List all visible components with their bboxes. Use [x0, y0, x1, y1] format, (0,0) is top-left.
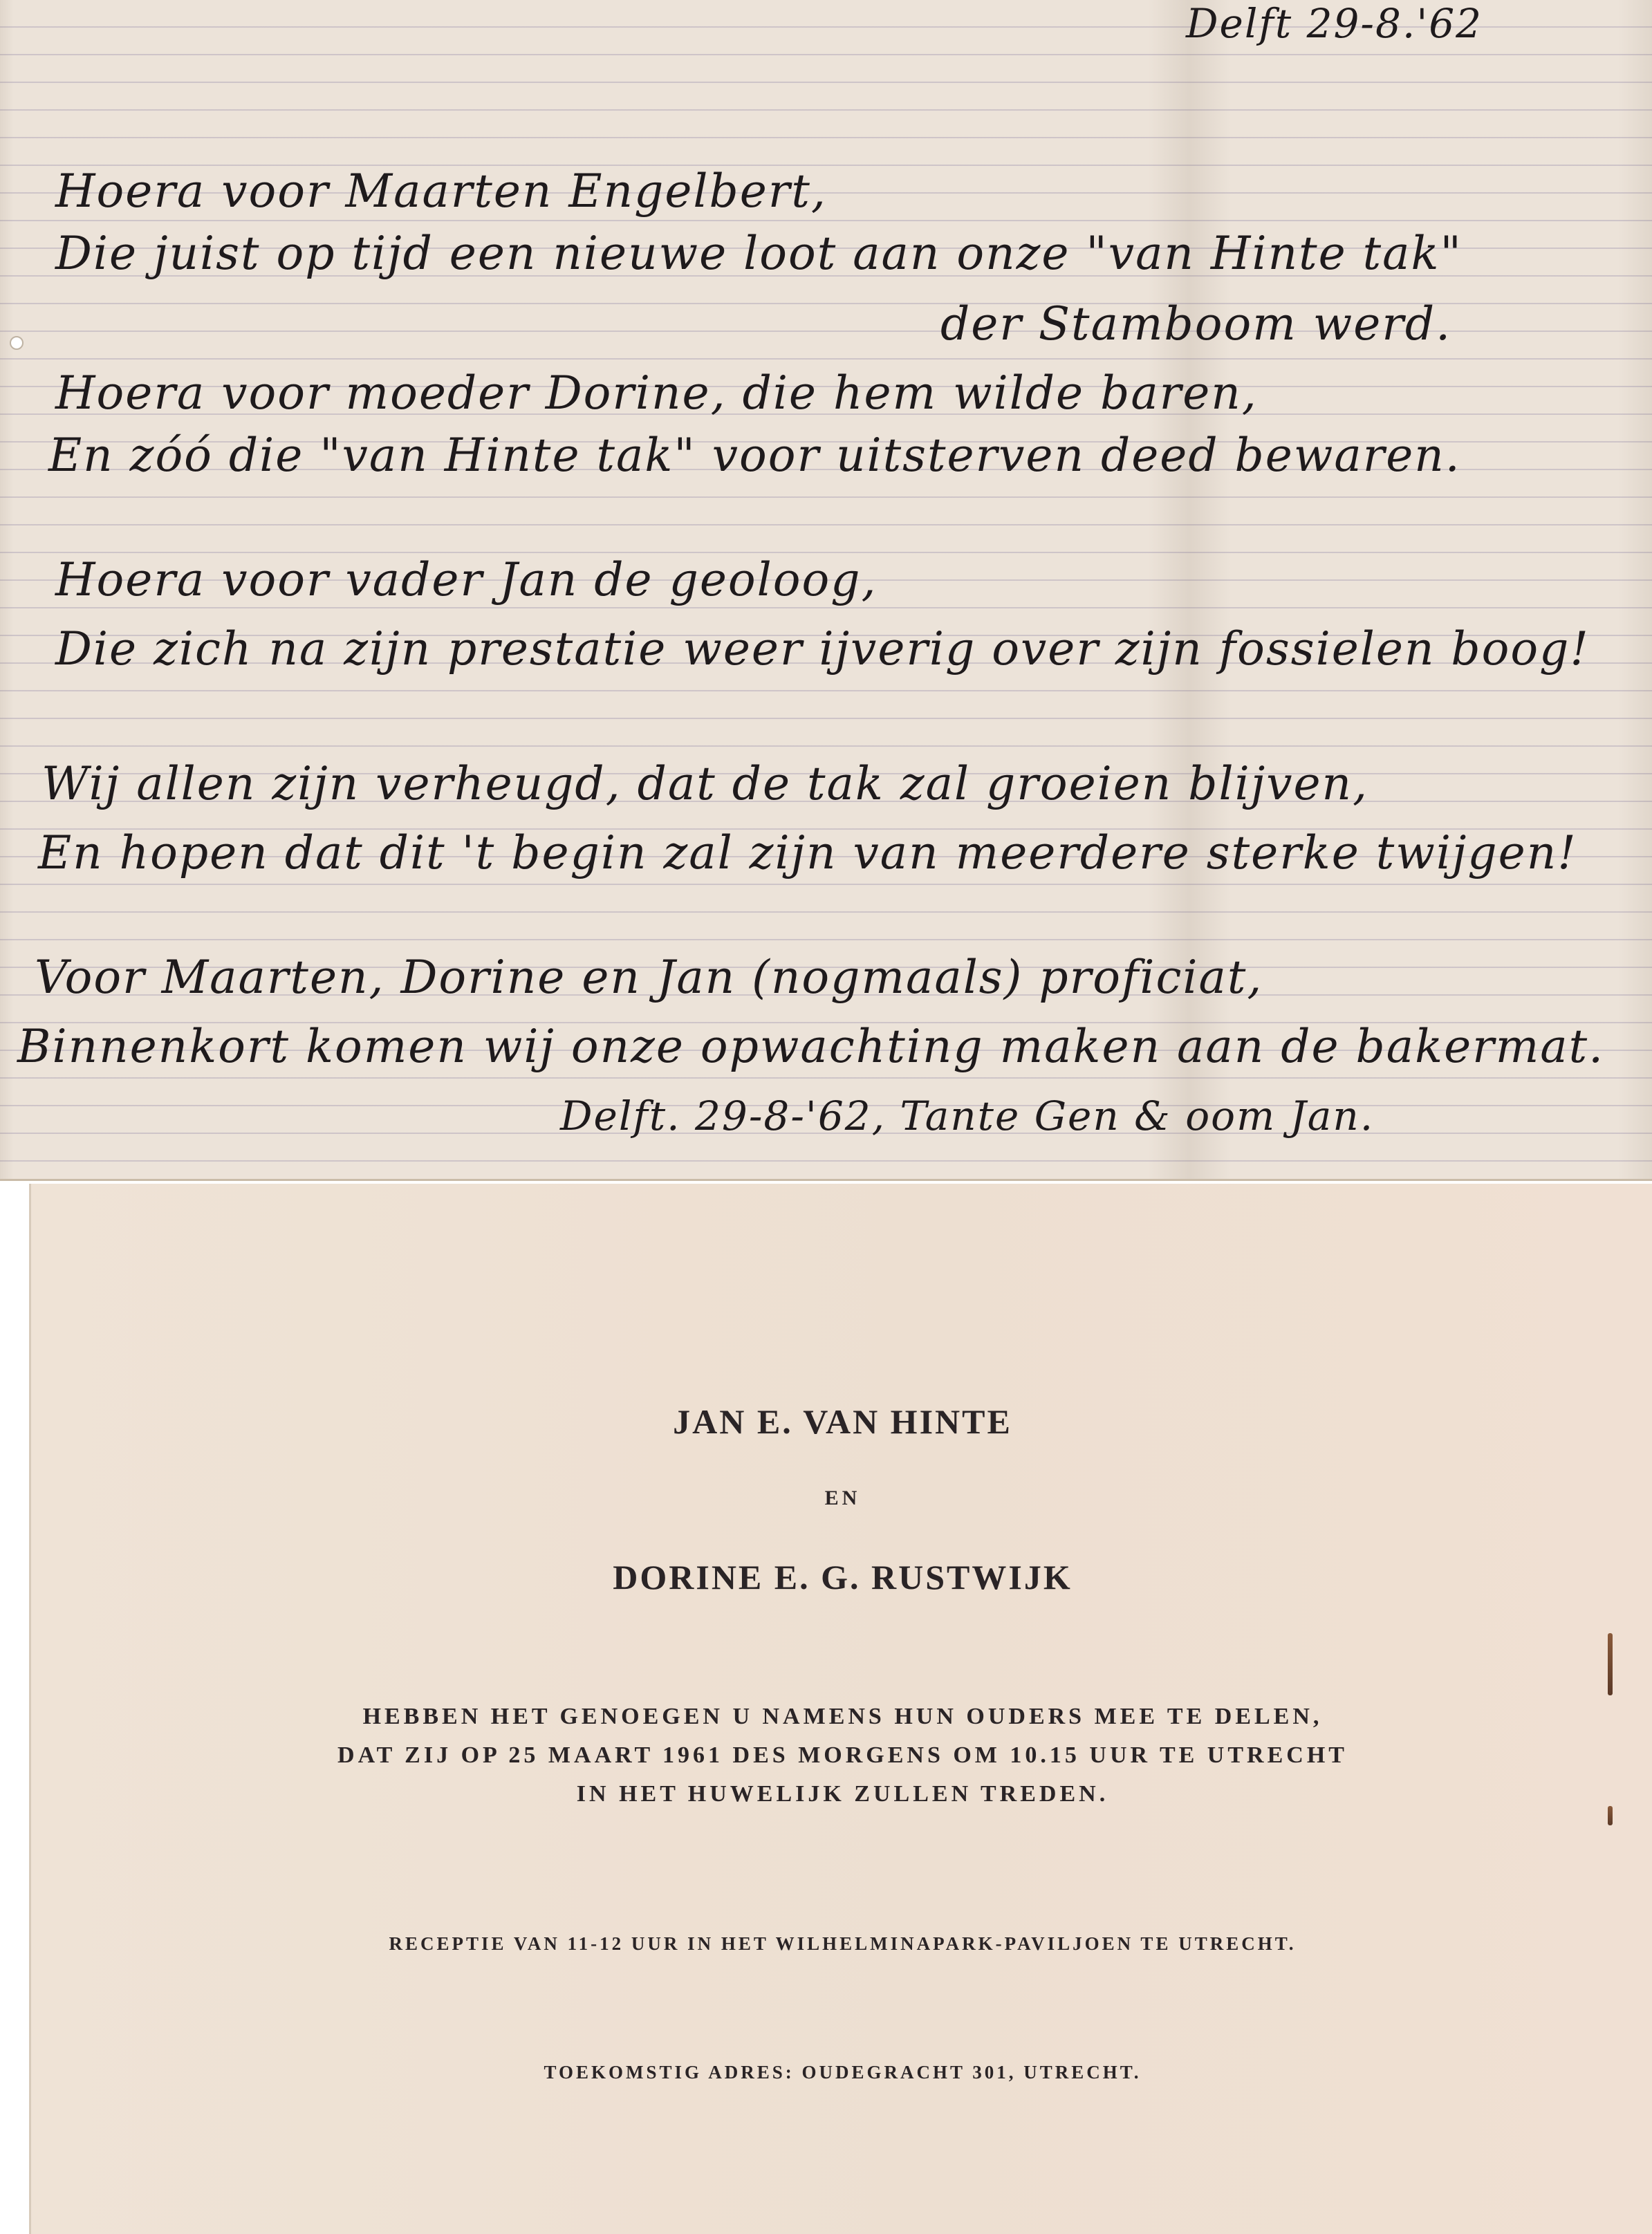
letter-line: En zóó die "van Hinte tak" voor uitsterven deed bewaren.: [48, 429, 1461, 482]
future-address: TOEKOMSTIG ADRES: OUDEGRACHT 301, UTRECHT.: [544, 2062, 1142, 2083]
letter-line: der Stamboom werd.: [940, 297, 1452, 351]
announcement-line: HEBBEN HET GENOEGEN U NAMENS HUN OUDERS MEE TE DELEN,: [362, 1704, 1323, 1729]
staple-mark: [1608, 1806, 1613, 1825]
letter-line: En hopen dat dit 't begin zal zijn van meerdere sterke twijgen!: [38, 826, 1577, 879]
letter-line: Wij allen zijn verheugd, dat de tak zal groeien blijven,: [41, 757, 1369, 810]
wedding-announcement-card: [29, 1184, 1652, 2234]
letter-line: Voor Maarten, Dorine en Jan (nogmaals) proficiat,: [35, 951, 1263, 1004]
announcement-line: IN HET HUWELIJK ZULLEN TREDEN.: [576, 1781, 1109, 1807]
letter-line: Hoera voor vader Jan de geoloog,: [55, 553, 878, 606]
staple-mark: [1608, 1633, 1613, 1695]
punch-hole: [10, 336, 24, 350]
letter-line: Die juist op tijd een nieuwe loot aan onze "van Hinte tak": [55, 227, 1463, 280]
groom-name: JAN E. VAN HINTE: [673, 1402, 1012, 1441]
conjunction: EN: [824, 1487, 861, 1509]
page-margin: [0, 1184, 29, 2234]
letter-signature: Delft. 29-8-'62, Tante Gen & oom Jan.: [560, 1092, 1375, 1139]
letter-line: Die zich na zijn prestatie weer ijverig over zijn fossielen boog!: [55, 622, 1590, 676]
bride-name: DORINE E. G. RUSTWIJK: [613, 1558, 1073, 1597]
reception-info: RECEPTIE VAN 11-12 UUR IN HET WILHELMINAPARK-PAVILJOEN TE UTRECHT.: [389, 1933, 1297, 1954]
letter-date: Delft 29-8.'62: [1186, 0, 1483, 47]
letter-line: Binnenkort komen wij onze opwachting maken aan de bakermat.: [17, 1020, 1605, 1073]
letter-line: Hoera voor Maarten Engelbert,: [55, 165, 827, 218]
letter-line: Hoera voor moeder Dorine, die hem wilde baren,: [55, 366, 1258, 420]
announcement-line: DAT ZIJ OP 25 MAART 1961 DES MORGENS OM 10.15 UUR TE UTRECHT: [337, 1742, 1348, 1768]
